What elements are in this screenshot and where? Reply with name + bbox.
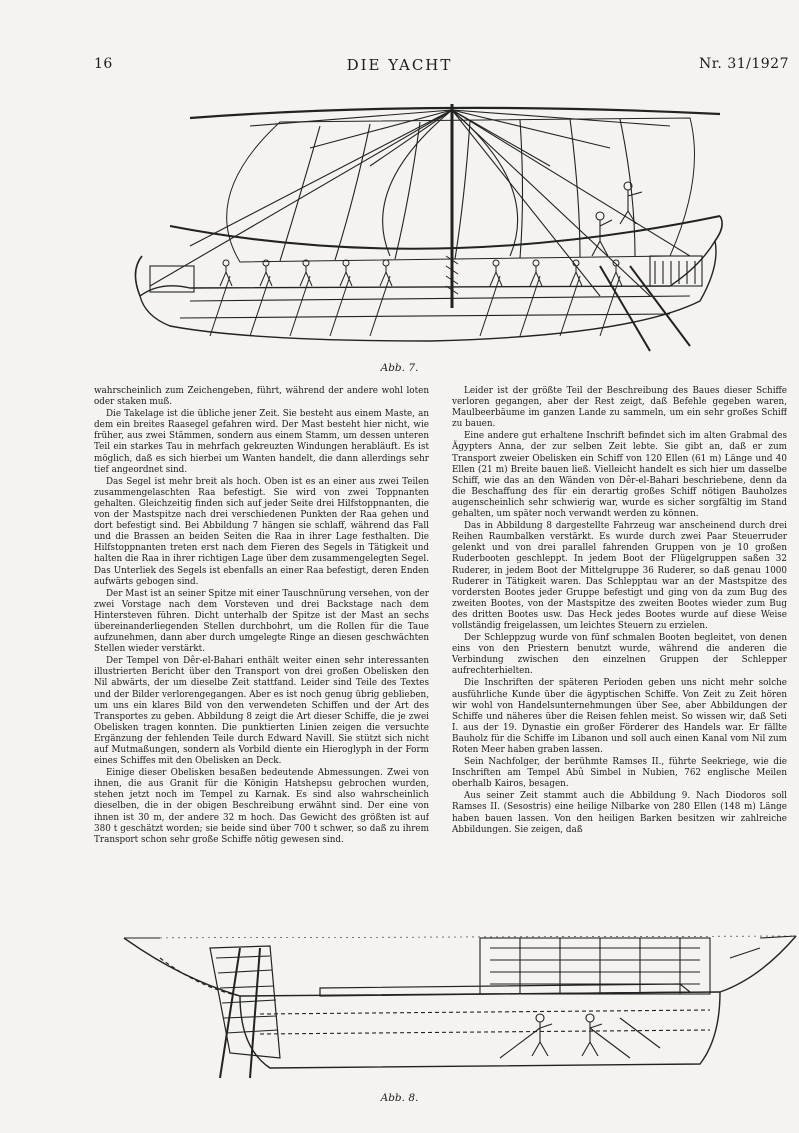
paragraph: Das in Abbildung 8 dargestellte Fahrzeug war anscheinend durch drei Reihen Raumbalken verstärkt. Es wurde durch zwei Paar Steuerruder gelenkt und von drei parallel fahrenden Gruppen von je 10 großen Ruderbooten geschleppt. In jedem Boot der Flügelgruppen saßen 32 Ruderer, in jedem Boot der Mittelgruppe 36 Ruderer, so daß genau 1000 Ruderer in Tätigkeit waren. Das Schlepptau war an der Mastspitze des vordersten Bootes jeder Gruppe befestigt und ging von da zum Bug des zweiten Bootes, von der Mastspitze des zweiten Bootes wieder zum Bug des dritten Bootes usw. Das Heck jedes Bootes wurde auf diese Weise vollständig freigelassen, um leichtes Steuern zu erzielen. bbox=[452, 521, 787, 631]
paragraph: wahrscheinlich zum Zeichengeben, führt, während der andere wohl loten oder staken muß. bbox=[94, 386, 429, 408]
paragraph: Leider ist der größte Teil der Beschreibung des Baues dieser Schiffe verloren gegangen, aber der Rest zeigt, daß Befehle gegeben waren, Maulbeerbäume im ganzen Lande zu sammeln, um ein sehr großes Schiff zu bauen. bbox=[452, 386, 787, 430]
figure-8-caption: Abb. 8. bbox=[380, 1092, 419, 1104]
paragraph: Der Tempel von Dêr-el-Bahari enthält weiter einen sehr interessanten illustrierten Bericht über den Transport von drei großen Obelisken den Nil abwärts, der um dieselbe Zeit stattfand. Leider sind Teile des Textes und der Bilder verlorengegangen. Aber es ist noch genug übrig geblieben, um uns ein klares Bild von den verwendeten Schiffen und der Art des Transportes zu geben. Abbildung 8 zeigt die Art dieser Schiffe, die je zwei Obelisken tragen konnten. Die punktierten Linien zeigen die versuchte Ergänzung der fehlenden Teile durch Edward Navill. Sie stützt sich nicht auf Mutmaßungen, sondern als Vorbild diente ein Hieroglyph in der Form eines Schiffes mit den Obelisken an Deck. bbox=[94, 656, 429, 767]
paragraph: Der Schleppzug wurde von fünf schmalen Booten begleitet, von denen eins von den Priestern benutzt wurde, während die anderen die Verbindung zwischen den einzelnen Gruppen der Schlepper aufrechterhielten. bbox=[452, 633, 787, 677]
text-column-left bbox=[94, 386, 429, 906]
paragraph: Das Segel ist mehr breit als hoch. Oben ist es an einer aus zwei Teilen zusammengelaschten Raa befestigt. Sie wird von zwei Toppnanten gehalten. Gleichzeitig finden sich auf jeder Seite drei Hilfstoppnanten, die von der Mastspitze nach drei verschiedenen Punkten der Raa gehen und dort befestigt sind. Bei Abbildung 7 hängen sie schlaff, während das Fall und die Brassen an beiden Seiten die Raa in ihrer Lage festhalten. Die Hilfstoppnanten treten erst nach dem Fieren des Segels in Tätigkeit und halten die Raa in ihrer richtigen Lage über dem zusammengelegten Segel. Das Unterliek des Segels ist ebenfalls an einer Raa befestigt, deren Enden aufwärts gebogen sind. bbox=[94, 476, 429, 587]
paragraph: Eine andere gut erhaltene Inschrift befindet sich im alten Grabmal des Ägypters Anna, der zur selben Zeit lebte. Sie gibt an, daß er zum Transport zweier Obelisken ein Schiff von 120 Ellen (61 m) Länge und 40 Ellen (21 m) Breite bauen ließ. Vielleicht handelt es sich hier um dasselbe Schiff, wie das an den Wänden von Dêr-el-Bahari beschriebene, denn da die Beschaffung des für ein derartig großes Schiff nötigen Bauholzes augenscheinlich sehr schwierig war, wurde es sicher sorgfältig im Stand gehalten, um später noch verwandt werden zu können. bbox=[452, 431, 787, 520]
page-number: 16 bbox=[94, 56, 113, 72]
journal-title: DIE YACHT bbox=[346, 56, 453, 74]
figure-7-caption: Abb. 7. bbox=[380, 362, 419, 374]
paragraph: Aus seiner Zeit stammt auch die Abbildung 9. Nach Diodoros soll Ramses II. (Sesostris) eine heilige Nilbarke von 280 Ellen (148 m) Länge haben bauen lassen. Von den heiligen Barken besitzen wir zahlreiche Abbildungen. Sie zeigen, daß bbox=[452, 791, 787, 835]
figure-8-obelisk-ship-drawing bbox=[120, 918, 799, 1086]
text-column-right bbox=[452, 386, 787, 906]
paragraph: Die Inschriften der späteren Perioden geben uns nicht mehr solche ausführliche Kunde über die ägyptischen Schiffe. Von Zeit zu Zeit hören wir wohl von Handelsunternehmungen über See, aber Abbildungen der Schiffe und näheres über die Reisen fehlen meist. So wissen wir, daß Seti I. aus der 19. Dynastie ein großer Förderer des Handels war. Er fällte Bauholz für die Schiffe im Libanon und soll auch einen Kanal vom Nil zum Roten Meer haben graben lassen. bbox=[452, 678, 787, 755]
paragraph: Sein Nachfolger, der berühmte Ramses II., führte Seekriege, wie die Inschriften am Tempel Abû Simbel in Nubien, 762 englische Meilen oberhalb Kairos, besagen. bbox=[452, 757, 787, 790]
paragraph: Der Mast ist an seiner Spitze mit einer Tauschnürung versehen, von der zwei Vorstage nach dem Vorsteven und drei Backstage nach dem Hintersteven führen. Dicht unterhalb der Spitze ist der Mast an sechs übereinanderliegenden Stellen durchbohrt, um die Rollen für die Taue aufzunehmen, dann aber durch umgelegte Ringe an diesen geschwächten Stellen wieder verstärkt. bbox=[94, 588, 429, 655]
figure-7-ship-drawing bbox=[130, 96, 730, 358]
paragraph: Einige dieser Obelisken besaßen bedeutende Abmessungen. Zwei von ihnen, die aus Granit für die Königin Hatshepsu gebrochen wurden, stehen jetzt noch im Tempel zu Karnak. Es sind also wahrscheinlich dieselben, die in der obigen Beschreibung erwähnt sind. Der eine von ihnen ist 30 m, der andere 32 m hoch. Das Gewicht des größten ist auf 380 t geschätzt worden; sie beide sind über 700 t schwer, so daß zu ihrem Transport schon sehr große Schiffe nötig gewesen sind. bbox=[94, 768, 429, 845]
paragraph: Die Takelage ist die übliche jener Zeit. Sie besteht aus einem Maste, an dem ein breites Raasegel gefahren wird. Der Mast besteht hier nicht, wie früher, aus zwei Stämmen, sondern aus einem Stamm, um dessen unteren Teil ein starkes Tau in mehrfach gekreuzten Windungen herabläuft. Es ist möglich, daß es sich hierbei um Wanten handelt, die dann allerdings sehr tief angeordnet sind. bbox=[94, 409, 429, 475]
issue-number: Nr. 31/1927 bbox=[699, 56, 789, 72]
